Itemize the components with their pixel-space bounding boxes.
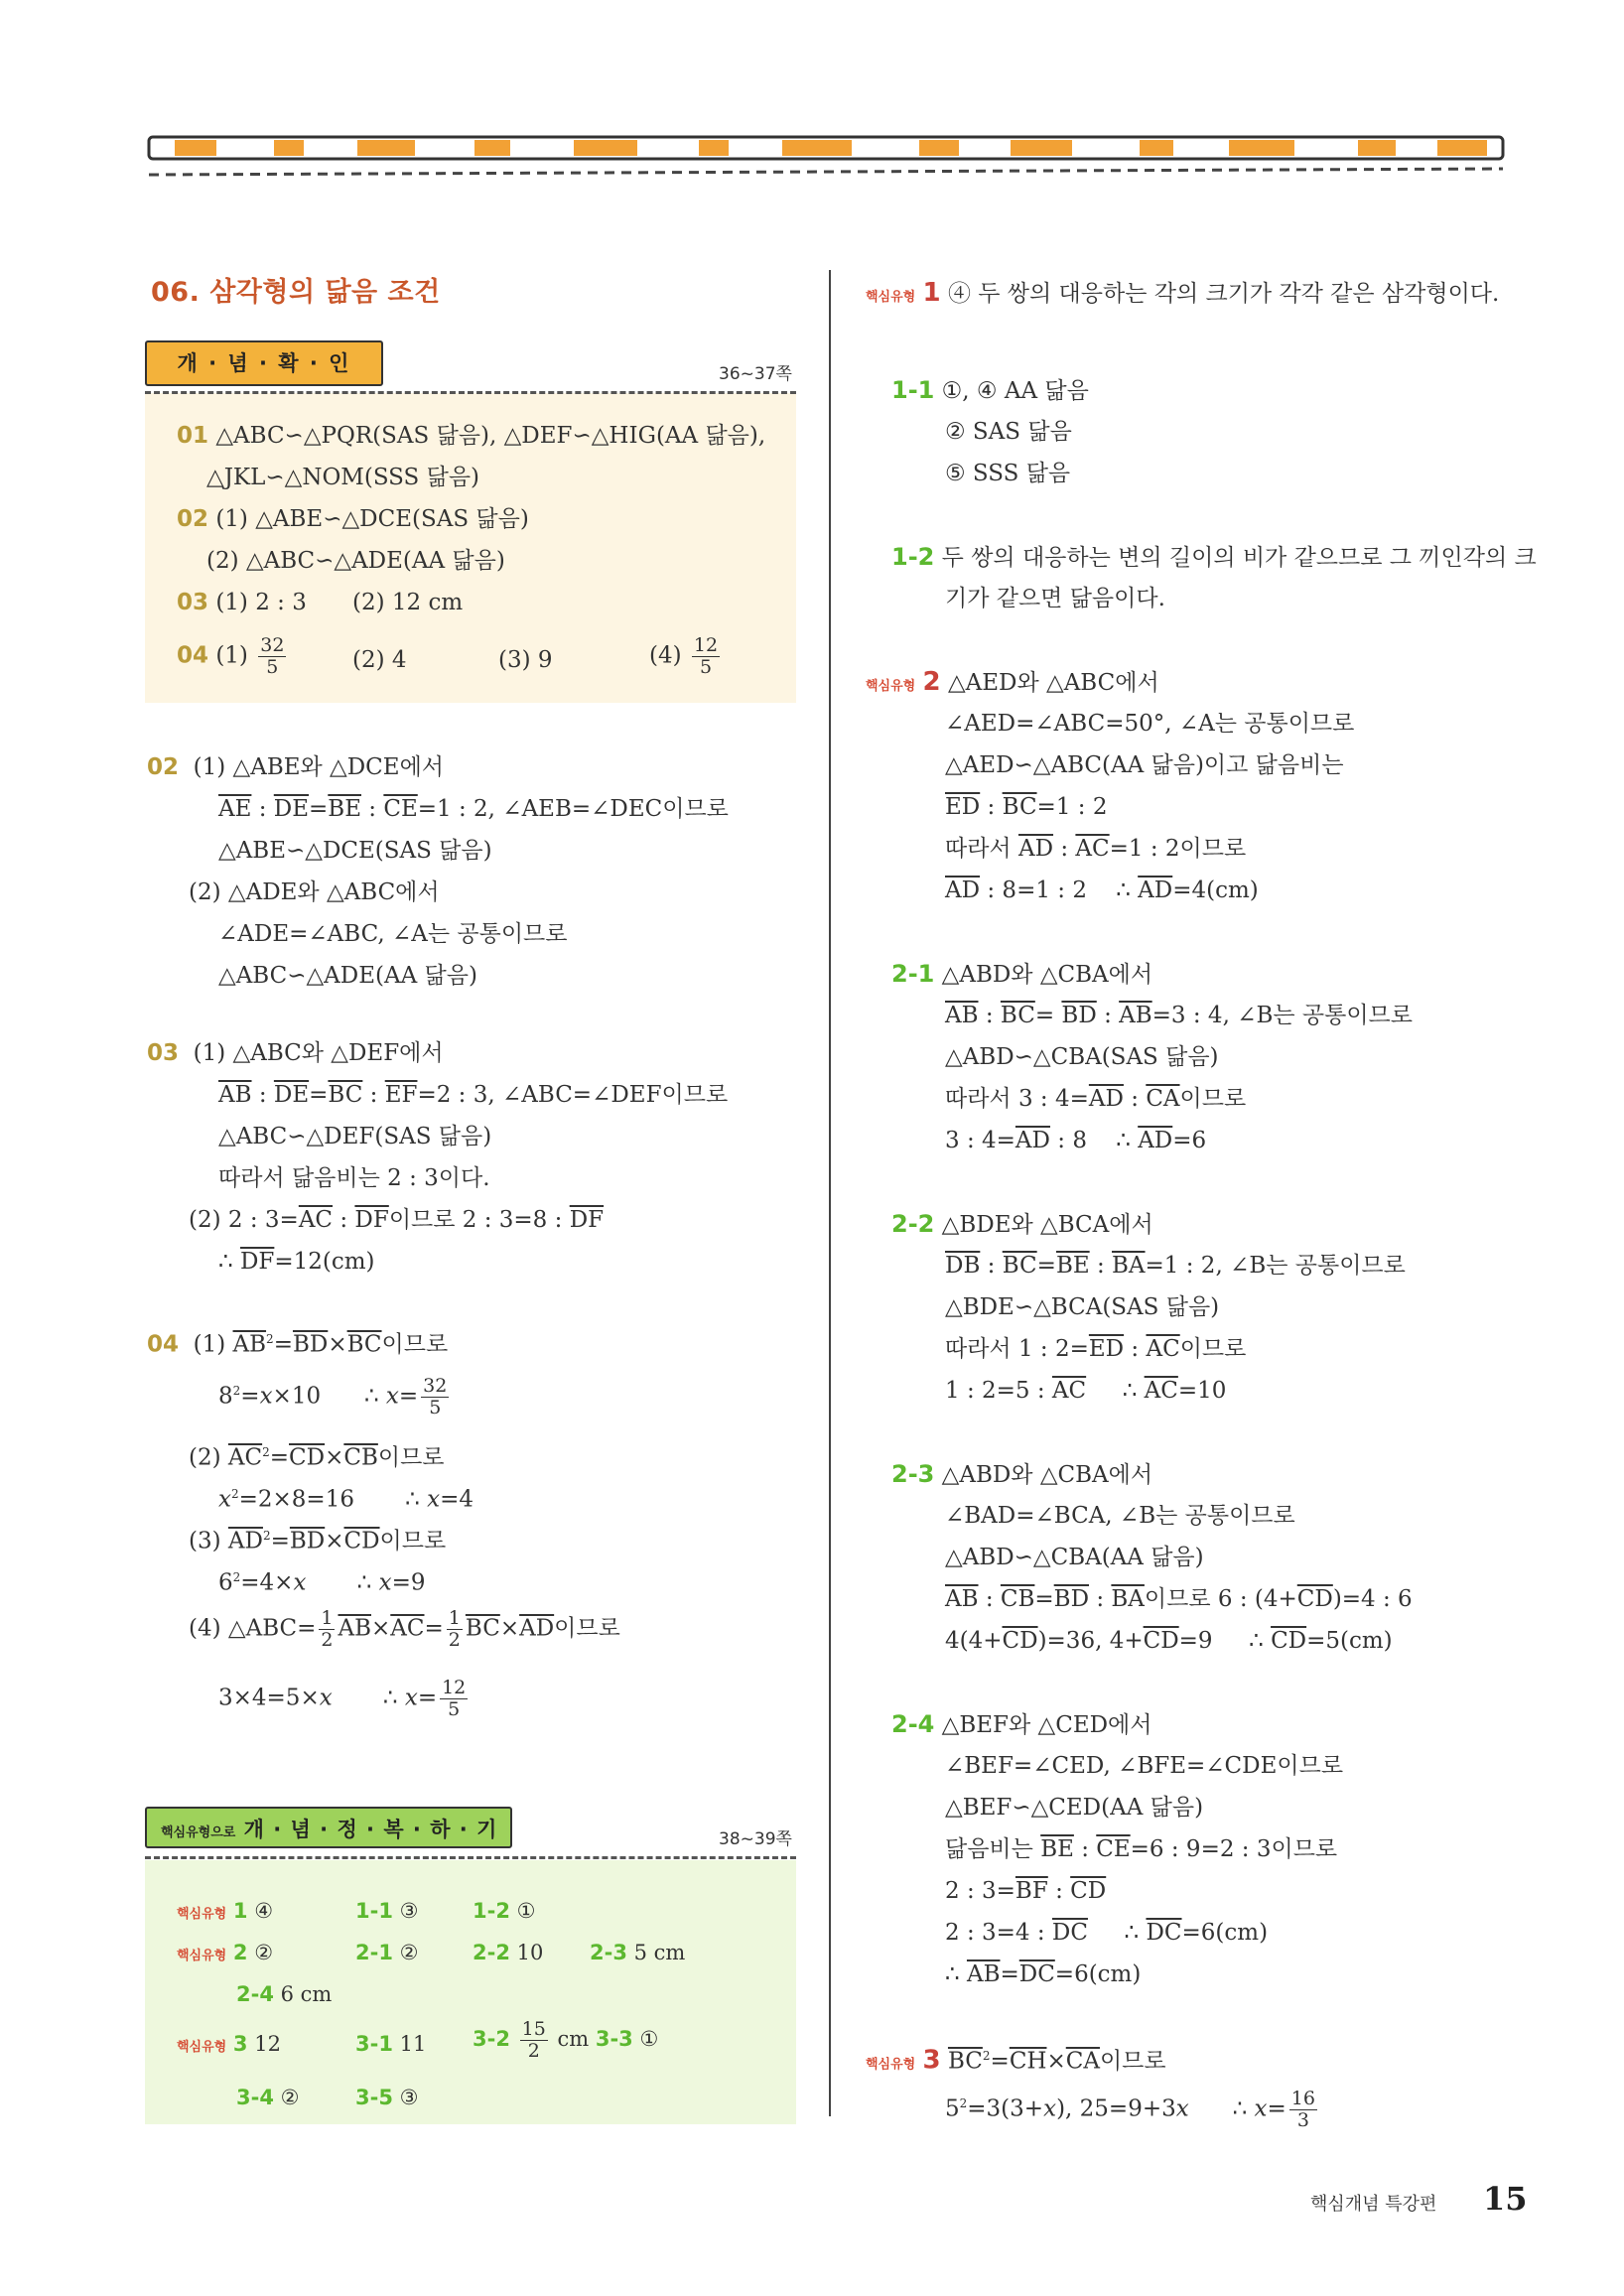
answer-03 (177, 588, 307, 617)
answer-text: (1) △ABE∽△DCE(SAS 닮음) (215, 506, 529, 532)
solution-03-line: △ABC∽△DEF(SAS 닮음) (218, 1124, 492, 1149)
core-1-2: 1-2 두 쌍의 대응하는 변의 길이의 비가 같으므로 그 끼인각의 크 (891, 543, 1537, 571)
core-2-line: $\overline{AD}$ : 8=1 : 2 ∴ $\overline{AD}=4(cm)$ (945, 878, 1259, 903)
answer-04-b: (2) 4 (352, 647, 407, 673)
core-2-4-line: 2 : $3=\overline{BF}$ : $\overline{CD}$ (945, 1878, 1107, 1904)
solution-02-line: △ABE∽△DCE(SAS 닮음) (218, 838, 492, 864)
tag-prefix: 핵심유형으로 (161, 1825, 236, 1840)
answer-number: 03 (177, 590, 209, 615)
solution-04-line: $x^2=2\times 8=16$ ∴ x=4 (218, 1486, 474, 1513)
solution-04-line: (3) $\overline{AD}^2=\overline{BD}\times\overline{CD}$이므로 (189, 1528, 447, 1554)
answer-01-cont: △JKL∽△NOM(SSS 닮음) (206, 465, 480, 490)
core-1-1-line: ⑤ SSS 닮음 (945, 461, 1071, 486)
practice-item: 2-2 10 (473, 1941, 544, 1964)
solution-02-line: ∠ADE=∠ABC, ∠A는 공통이므로 (218, 921, 568, 947)
core-2-4-line: ∠BEF=∠CED, ∠BFE=∠CDE이므로 (945, 1753, 1344, 1779)
answer-04-d (649, 635, 723, 678)
core-2-line: $\overline{ED}$ : $\overline{BC}=1$ : 2 (945, 794, 1108, 820)
answer-02-cont: (2) △ABC∽△ADE(AA 닮음) (206, 548, 505, 574)
core-2-3-line: $4(4+\overline{CD})=36$, $4+\overline{CD}=9$ ∴ $\overline{CD}=5(cm)$ (945, 1628, 1393, 1654)
solution-text: (1) △ABE와 △DCE에서 (193, 754, 445, 780)
solution-text: ④ 두 쌍의 대응하는 각의 크기가 각각 같은 삼각형이다. (947, 281, 1500, 307)
core-2-1-line: $\overline{AB}$ : $\overline{BC}= \overline{BD}$ : $\overline{AB}=3$ : 4, ∠B는 공통이므로 (945, 1003, 1413, 1028)
core-1-1-line: ② SAS 닮음 (945, 419, 1072, 445)
core-2-4-line: ∴ $\overline{AB}=\overline{DC}=6(cm)$ (945, 1961, 1142, 1987)
core-2-line: △AED∽△ABC(AA 닮음)이고 닮음비는 (945, 752, 1344, 778)
answer-prefix: (1) (215, 642, 248, 669)
solution-02-line: $\overline{AE}$ : $\overline{DE}=\overline{BE}$ : $\overline{CE}=1$ : 2, ∠AEB=∠DEC이므로 (218, 796, 729, 822)
core-2-3-line: △ABD∽△CBA(AA 닮음) (945, 1545, 1204, 1570)
solution-02-line: △ABC∽△ADE(AA 닮음) (218, 963, 477, 989)
answer-number: 04 (177, 642, 209, 669)
solution-03-line: (2) 2 : $3=\overline{AC}$ : $\overline{DF}$이므로 2 : 3=8 : $\overline{DF}$ (189, 1207, 605, 1233)
fraction (692, 635, 720, 678)
answer-text: (1) 2 : 3 (215, 590, 307, 615)
core-2-line: ∠AED=∠ABC=50°, ∠A는 공통이므로 (945, 711, 1355, 737)
header-decoration (147, 129, 1507, 185)
core-3: 핵심유형 3 $\overline{BC}^2=\overline{CH}\times\overline{CA}$이므로 (866, 2045, 1166, 2076)
answer-01 (177, 421, 765, 451)
answer-text: △ABC∽△PQR(SAS 닮음), △DEF∽△HIG(AA 닮음), (215, 423, 766, 449)
solution-04: 04 (1) $\overline{AB}^2=\overline{BD}\times\overline{BC}$이므로 (147, 1331, 449, 1358)
answer-prefix: (4) (649, 642, 682, 669)
solution-04-line: (4) △ABC= $\frac{1}{2}$ $\overline{AB}\times\overline{AC}=$ $\frac{1}{2}$ $\overline{BC}\times\overline{AD}$이므로 (189, 1607, 620, 1651)
answer-number: 02 (177, 506, 209, 532)
concept-check-tag: 개 · 념 · 확 · 인 (145, 340, 383, 386)
core-2-2-line: △BDE∽△BCA(SAS 닮음) (945, 1294, 1220, 1320)
core-2-line: 따라서 $\overline{AD}$ : $\overline{AC}=1$ : 2이므로 (945, 836, 1247, 862)
core-type-badge: 핵심유형 (177, 1907, 227, 1922)
numerator: 32 (260, 634, 285, 656)
solution-03 (147, 1038, 444, 1068)
core-2-2: 2-2 △BDE와 △BCA에서 (891, 1210, 1153, 1238)
solution-number: 02 (147, 754, 180, 780)
core-2-1-line: △ABD∽△CBA(SAS 닮음) (945, 1044, 1219, 1070)
dashed-divider (145, 1856, 796, 1859)
practice-item: 3-4 ② (236, 2086, 300, 2109)
concept-check-pages: 36~37쪽 (719, 364, 792, 384)
core-2-4: 2-4 △BEF와 △CED에서 (891, 1710, 1152, 1738)
solution-number: 04 (147, 1331, 180, 1358)
practice-item: 1-1 ③ (355, 1899, 419, 1923)
answer-02 (177, 504, 529, 534)
solution-04-line: 3×4=5×x ∴ x= $\frac{12}{5}$ (218, 1677, 467, 1720)
solution-04-line: $6^2=4\times x$ ∴ x=9 (218, 1569, 426, 1596)
practice-item: 1-2 ① (473, 1899, 536, 1923)
practice-item: 3-2 $\frac{15}{2}$ cm 3-3 ① (473, 2018, 659, 2062)
solution-03-line: 따라서 닮음비는 2 : 3이다. (218, 1165, 490, 1191)
core-2-3-line: ∠BAD=∠BCA, ∠B는 공통이므로 (945, 1503, 1295, 1529)
practice-item: 2-1 ② (355, 1941, 419, 1964)
answer-number: 01 (177, 423, 209, 449)
core-type-badge: 핵심유형 (866, 290, 916, 305)
answer-04 (177, 635, 289, 678)
solution-number: 03 (147, 1040, 180, 1066)
core-2-3-line: $\overline{AB}$ : $\overline{CB}=\overline{BD}$ : $\overline{BA}$이므로 6 : $(4+\overline{CD})=4$ : 6 (945, 1586, 1413, 1612)
practice-tag (145, 1807, 512, 1848)
answer-03-b: (2) 12 cm (352, 590, 464, 615)
solution-03-line: ∴ $\overline{DF}=12(cm)$ (218, 1249, 375, 1275)
denominator: 5 (266, 656, 279, 678)
core-2-1-line: 따라서 3 : $4=\overline{AD}$ : $\overline{CA}$이므로 (945, 1086, 1247, 1112)
core-type-badge: 핵심유형 (177, 2040, 227, 2055)
dashed-divider (145, 391, 796, 394)
solution-04-line: $8^2=x\times 10$ ∴ x= $\frac{32}{5}$ (218, 1375, 448, 1419)
tag-title: 개 · 념 · 정 · 복 · 하 · 기 (243, 1818, 498, 1841)
practice-row-2: 핵심유형 2 ② (177, 1941, 274, 1964)
core-3-line: $5^2=3(3+x)$, 25=9+3x ∴ x= $\frac{16}{3}$ (945, 2088, 1315, 2132)
solution-text: 두 쌍의 대응하는 변의 길이의 비가 같으므로 그 끼인각의 크 (941, 545, 1537, 571)
core-type-badge: 핵심유형 (177, 1949, 227, 1963)
core-2-1-line: 3 : $4=\overline{AD}$ : 8 ∴ $\overline{AD}=6$ (945, 1128, 1207, 1153)
core-1: 핵심유형 1 ④ 두 쌍의 대응하는 각의 크기가 각각 같은 삼각형이다. (866, 278, 1500, 308)
core-2-2-line: 따라서 1 : $2=\overline{ED}$ : $\overline{AC}$이므로 (945, 1336, 1247, 1362)
core-2-4-line: 2 : 3=4 : $\overline{DC}$ ∴ $\overline{DC}=6(cm)$ (945, 1920, 1269, 1946)
column-divider (829, 270, 831, 2116)
solution-02 (147, 752, 444, 782)
denominator: 5 (699, 656, 713, 678)
practice-item: 3-5 ③ (355, 2086, 419, 2109)
fraction (258, 635, 286, 678)
practice-pages: 38~39쪽 (719, 1829, 792, 1849)
numerator: 12 (693, 634, 719, 656)
section-heading: 06. 삼각형의 닮음 조건 (151, 277, 441, 308)
solution-02-line: (2) △ADE와 △ABC에서 (189, 879, 440, 905)
core-2-1: 2-1 △ABD와 △CBA에서 (891, 960, 1153, 988)
core-2-2-line: $\overline{DB}$ : $\overline{BC}=\overline{BE}$ : $\overline{BA}=1$ : 2, ∠B는 공통이므로 (945, 1253, 1406, 1279)
core-2-4-line: 닮음비는 $\overline{BE}$ : $\overline{CE}=6$ : 9=2 : 3이므로 (945, 1836, 1338, 1862)
solution-text: ①, ④ AA 닮음 (941, 378, 1089, 404)
core-1-1: 1-1 ①, ④ AA 닮음 (891, 376, 1089, 404)
core-2-2-line: 1 : 2=5 : $\overline{AC}$ ∴ $\overline{AC}=10$ (945, 1378, 1227, 1404)
answer-04-c: (3) 9 (498, 647, 553, 673)
practice-row-1: 핵심유형 1 ④ (177, 1899, 274, 1923)
page-number: 15 (1483, 2180, 1528, 2218)
practice-item: 2-4 6 cm (236, 1982, 333, 2006)
core-2: 핵심유형 2 △AED와 △ABC에서 (866, 667, 1159, 697)
practice-item: 3-1 11 (355, 2032, 427, 2056)
core-1-2-line: 기가 같으면 닮음이다. (945, 586, 1165, 611)
practice-row-3: 핵심유형 3 12 (177, 2032, 281, 2056)
core-2-3: 2-3 △ABD와 △CBA에서 (891, 1460, 1153, 1488)
solution-04-line: (2) $\overline{AC}^2=\overline{CD}\times\overline{CB}$이므로 (189, 1444, 445, 1471)
solution-text: (1) △ABC와 △DEF에서 (193, 1040, 444, 1066)
solution-03-line: $\overline{AB}$ : $\overline{DE}=\overline{BC}$ : $\overline{EF}=2$ : 3, ∠ABC=∠DEF이므로 (218, 1082, 729, 1108)
practice-item: 2-3 5 cm (590, 1941, 686, 1964)
footer-label: 핵심개념 특강편 (1310, 2194, 1437, 2215)
core-2-4-line: △BEF∽△CED(AA 닮음) (945, 1795, 1204, 1821)
